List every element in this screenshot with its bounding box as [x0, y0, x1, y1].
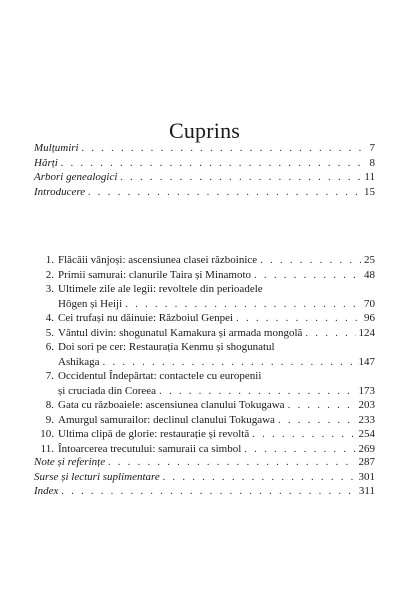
- toc-entry-page: 8: [369, 156, 375, 169]
- chapter-page: 233: [358, 413, 375, 426]
- toc-entry-page: 287: [358, 456, 375, 468]
- chapter-title-continued: Hōgen și Heiji: [58, 297, 123, 310]
- chapter-title: Flăcăii vânjoși: ascensiunea clasei războinice: [58, 254, 258, 266]
- chapter-title-continued: și cruciada din Coreea: [58, 384, 157, 397]
- chapter-page: 124: [358, 326, 375, 339]
- toc-entry-title: Mulțumiri: [34, 142, 79, 154]
- dot-leader: [82, 141, 367, 156]
- toc-entry-page: 11: [364, 171, 375, 183]
- dot-leader: [125, 297, 361, 312]
- toc-entry: [34, 484, 375, 499]
- chapter-entry: [34, 340, 375, 369]
- dot-leader: [244, 442, 355, 457]
- dot-leader: [61, 156, 367, 171]
- chapter-page: 269: [358, 442, 375, 455]
- toc-entry-page: 301: [358, 470, 375, 483]
- chapter-number: 9.: [45, 413, 54, 426]
- toc-entry: [34, 470, 375, 485]
- chapter-entry: [34, 413, 375, 428]
- chapter-entry: [34, 369, 375, 398]
- toc-entry-page: 311: [358, 485, 375, 497]
- chapter-page: 25: [364, 254, 375, 266]
- chapter-page: 48: [364, 268, 375, 281]
- chapter-number: 11.: [40, 442, 54, 455]
- chapter-page: 173: [358, 384, 375, 397]
- chapter-number: 2.: [45, 268, 54, 281]
- chapter-entry: [34, 442, 375, 457]
- toc-entry-page: 15: [364, 185, 375, 198]
- chapter-title: Ultima clipă de glorie: restaurație și revoltă: [58, 428, 250, 440]
- chapter-number: 5.: [45, 326, 54, 339]
- chapter-number: 3.: [45, 283, 54, 295]
- chapter-number: 8.: [45, 399, 54, 411]
- chapter-title: Vântul divin: shogunatul Kamakura și armada mongolă: [58, 326, 303, 339]
- toc-entry: [34, 185, 375, 200]
- chapter-number: 7.: [45, 370, 54, 382]
- chapter-title: Cei trufași nu dăinuie: Războiul Genpei: [58, 312, 234, 324]
- dot-leader: [288, 398, 356, 413]
- toc-entry-page: 7: [369, 142, 375, 154]
- chapter-title-continued: Ashikaga: [58, 355, 100, 368]
- dot-leader: [260, 253, 361, 268]
- chapter-title: Gata cu războaiele: ascensiunea clanului Tokugawa: [58, 399, 285, 411]
- chapter-title: Întoarcerea trecutului: samuraii ca simbol: [58, 442, 242, 455]
- chapter-page: 96: [364, 312, 375, 324]
- chapter-entry: [34, 427, 375, 442]
- dot-leader: [88, 185, 361, 200]
- toc-entry-title: Note și referințe: [34, 456, 106, 468]
- dot-leader: [108, 455, 355, 470]
- page-title: Cuprins: [168, 118, 241, 143]
- chapter-entry: [34, 311, 375, 326]
- chapter-page: 70: [364, 297, 375, 310]
- toc-entry-title: Introducere: [34, 185, 86, 198]
- chapter-title: Occidentul Îndepărtat: contactele cu europenii: [58, 370, 262, 382]
- toc-entry: [34, 455, 375, 470]
- chapter-title: Amurgul samurailor: declinul clanului Tokugawa: [58, 413, 275, 426]
- chapters-list: [34, 253, 375, 456]
- chapter-entry: [34, 326, 375, 341]
- chapter-title: Ultimele zile ale legii: revoltele din perioadele: [58, 283, 263, 295]
- dot-leader: [254, 268, 361, 283]
- chapter-title: Primii samurai: clanurile Taira și Minamoto: [58, 268, 252, 281]
- chapter-entry: [34, 398, 375, 413]
- dot-leader: [236, 311, 361, 326]
- toc-entry-title: Arbori genealogici: [34, 171, 118, 183]
- toc-entry-title: Index: [34, 485, 59, 497]
- back-matter-list: [34, 455, 375, 499]
- chapter-entry: [34, 253, 375, 268]
- chapter-title: Doi sori pe cer: Restaurația Kenmu și shogunatul: [58, 341, 275, 353]
- front-matter-list: [34, 141, 375, 199]
- dot-leader: [252, 427, 355, 442]
- dot-leader: [61, 484, 355, 499]
- dot-leader: [278, 413, 356, 428]
- toc-entry-title: Hărți: [34, 156, 58, 169]
- toc-entry-title: Surse și lecturi suplimentare: [34, 470, 160, 483]
- toc-entry: [34, 141, 375, 156]
- dot-leader: [163, 470, 356, 485]
- chapter-entry: [34, 268, 375, 283]
- chapter-page: 254: [358, 428, 375, 440]
- chapter-number: 1.: [45, 254, 54, 266]
- chapter-page: 203: [358, 399, 375, 411]
- chapter-entry: [34, 282, 375, 311]
- dot-leader: [120, 170, 361, 185]
- dot-leader: [159, 384, 355, 399]
- chapter-number: 4.: [45, 312, 54, 324]
- chapter-page: 147: [358, 355, 375, 368]
- dot-leader: [103, 355, 356, 370]
- chapter-number: 6.: [45, 341, 54, 353]
- toc-entry: [34, 156, 375, 171]
- dot-leader: [305, 326, 355, 341]
- chapter-number: 10.: [40, 428, 54, 440]
- toc-entry: [34, 170, 375, 185]
